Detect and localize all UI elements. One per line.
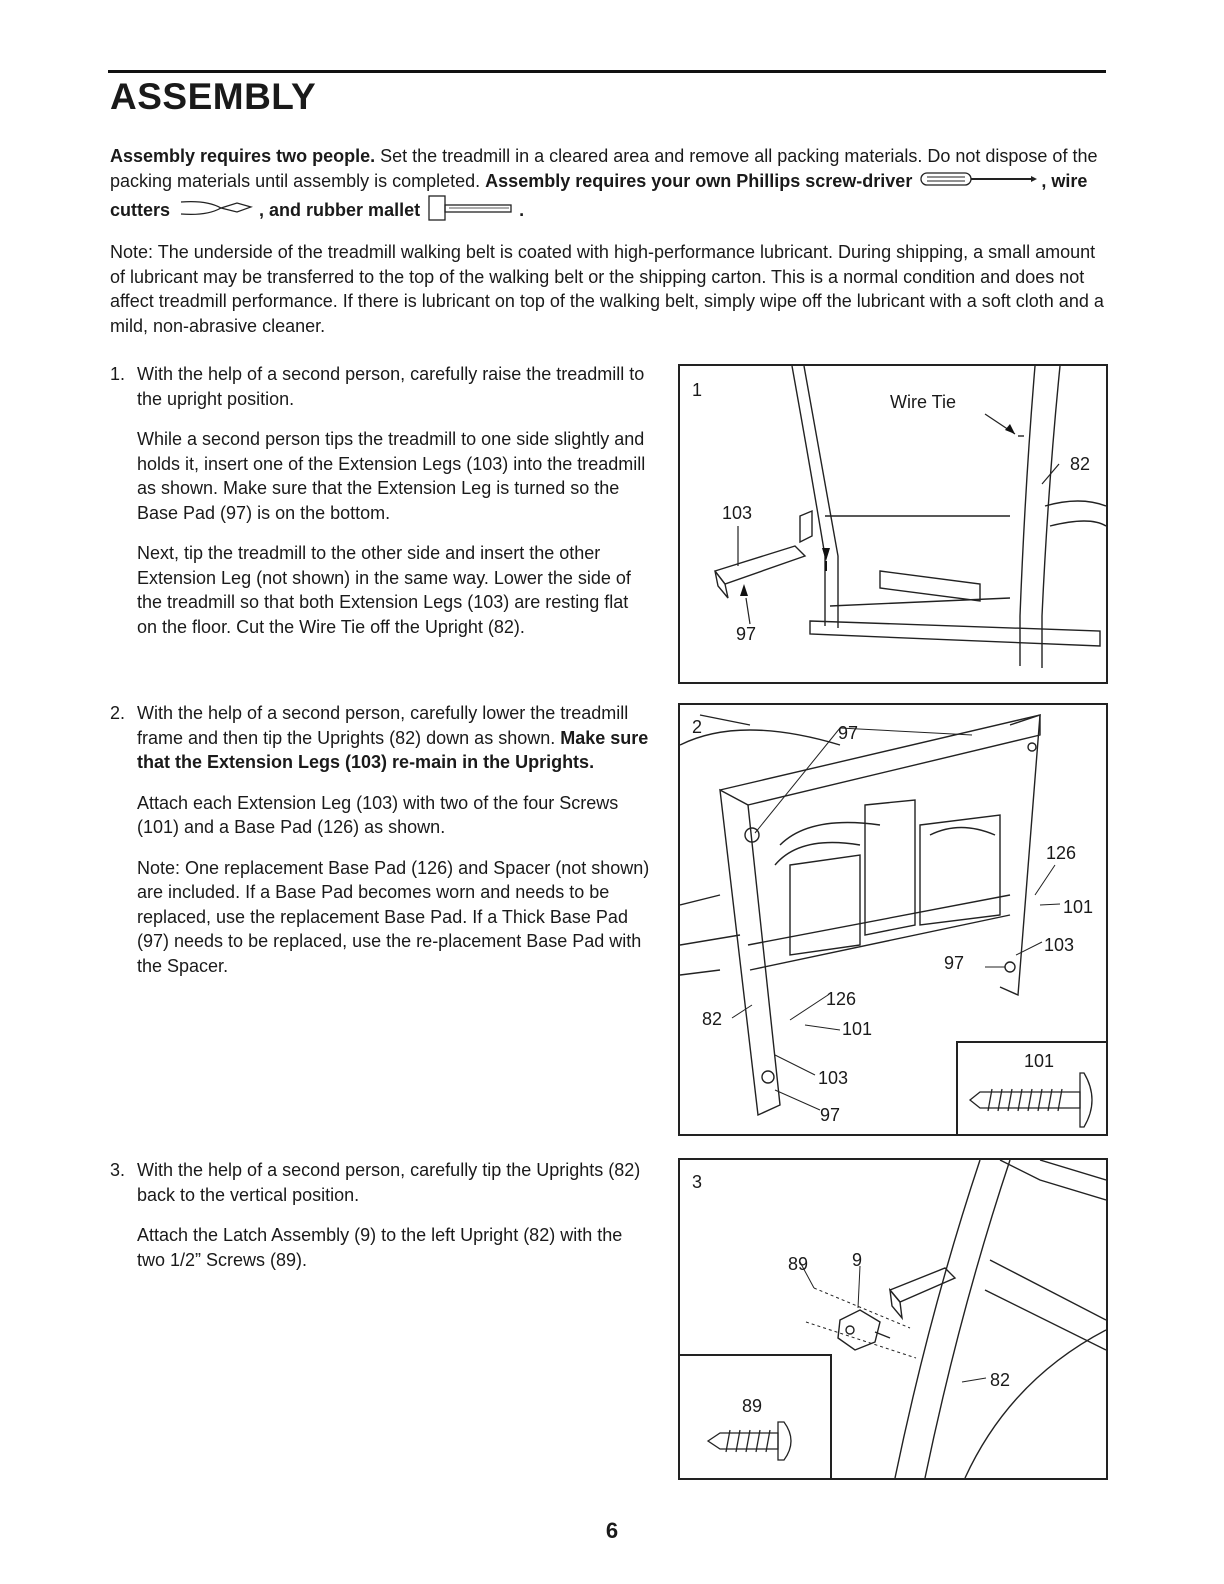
label-82: 82 (990, 1370, 1011, 1390)
intro-end: . (519, 200, 525, 220)
label-103-bottom: 103 (818, 1068, 849, 1088)
step-1 (110, 362, 650, 655)
step-3 (110, 1158, 650, 1288)
step-1-paragraph-1: With the help of a second person, carefully raise the treadmill to the upright position. (137, 364, 645, 409)
figure-2-number: 2 (692, 717, 703, 737)
title-rule (108, 70, 1106, 73)
label-wire-tie: Wire Tie (890, 392, 957, 412)
figure-1-number: 1 (692, 380, 703, 400)
step-2-paragraph-1-text: With the help of a second person, carefully lower the treadmill frame and then tip the Uprights (82) down as shown. (137, 703, 629, 748)
rubber-mallet-icon (427, 194, 517, 229)
figure-2-screw-inset (956, 1041, 1108, 1136)
inset-label-101: 101 (1024, 1051, 1055, 1071)
intro-paragraph (110, 144, 1100, 229)
label-97-right: 97 (944, 953, 965, 973)
label-82-left: 82 (702, 1009, 723, 1029)
screw-101-icon (958, 1043, 1108, 1136)
step-2-paragraph-1 (137, 701, 650, 775)
label-126-right: 126 (1046, 843, 1077, 863)
step-number: 2. (110, 703, 126, 723)
figure-3-screw-inset (678, 1354, 832, 1480)
step-number: 1. (110, 364, 126, 384)
tool-3-label: , and rubber mallet (259, 200, 421, 220)
step-1-paragraph-2: While a second person tips the treadmill to one side slightly and holds it, insert one of the Extension Legs (103) into the treadmill as shown. Make sure that the Extension Leg is turned so the Base Pad (97) is on the bottom. (137, 429, 646, 523)
label-97: 97 (736, 624, 757, 644)
figure-3 (678, 1158, 1108, 1480)
label-97-top: 97 (838, 723, 859, 743)
step-2-paragraph-3: Note: One replacement Base Pad (126) and Spacer (not shown) are included. If a Base Pad becomes worn and needs to be replaced, use the replacement Base Pad. If a Thick Base Pad (97) needs to be replaced, use the re-placement Base Pad with the Spacer. (137, 857, 650, 976)
figure-1 (678, 364, 1108, 684)
label-101-right: 101 (1063, 897, 1094, 917)
lubricant-note: Note: The underside of the treadmill walking belt is coated with high-performance lubricant. During shipping, a small amount of lubricant may be transferred to the top of the walking belt or the shipping carton. This is a normal condition and does not affect treadmill performance. If there is lubricant on top of the walking belt, simply wipe off the lubricant with a soft cloth and a mild, non-abrasive cleaner. (110, 242, 1104, 336)
page-title: ASSEMBLY (110, 76, 317, 117)
inset-label-89: 89 (742, 1396, 763, 1416)
screwdriver-icon (919, 170, 1039, 195)
intro-text-1: Set the treadmill in a cleared area and remove all packing materials. Do not dispose of the packing materials until assembly is completed. (110, 146, 1098, 191)
step-3-paragraph-1: With the help of a second person, carefully tip the Uprights (82) back to the vertical position. (137, 1160, 641, 1205)
step-number: 3. (110, 1160, 126, 1180)
tool-2-label: , wire cutters (110, 170, 1088, 220)
label-103-right: 103 (1044, 935, 1075, 955)
step-3-paragraph-2: Attach the Latch Assembly (9) to the left Upright (82) with the two 1/2” Screws (89). (137, 1225, 623, 1270)
label-97-bottom: 97 (820, 1105, 841, 1125)
figure-3-number: 3 (692, 1172, 703, 1192)
label-89: 89 (788, 1254, 809, 1274)
figure-2 (678, 703, 1108, 1136)
step-2-paragraph-1-bold: Make sure that the Extension Legs (103) re-main in the Uprights. (137, 727, 649, 772)
screw-89-icon (680, 1356, 830, 1480)
label-126-bottom: 126 (826, 989, 857, 1009)
page-number: 6 (605, 1518, 619, 1543)
step-2 (110, 701, 650, 994)
step-2-paragraph-2: Attach each Extension Leg (103) with two of the four Screws (101) and a Base Pad (126) as shown. (137, 792, 619, 837)
label-82: 82 (1070, 454, 1091, 474)
intro-bold-1: Assembly requires two people. (110, 146, 376, 166)
label-103: 103 (722, 503, 753, 523)
wire-cutters-icon (177, 198, 257, 225)
label-101-bottom: 101 (842, 1019, 873, 1039)
intro-bold-2: Assembly requires your own Phillips screw-driver (485, 170, 913, 191)
step-1-paragraph-3: Next, tip the treadmill to the other side and insert the other Extension Leg (not shown) in the same way. Lower the side of the treadmill so that both Extension Legs (103) are resting flat on the floor. Cut the Wire Tie off the Upright (82). (137, 543, 631, 637)
label-9: 9 (852, 1250, 863, 1270)
